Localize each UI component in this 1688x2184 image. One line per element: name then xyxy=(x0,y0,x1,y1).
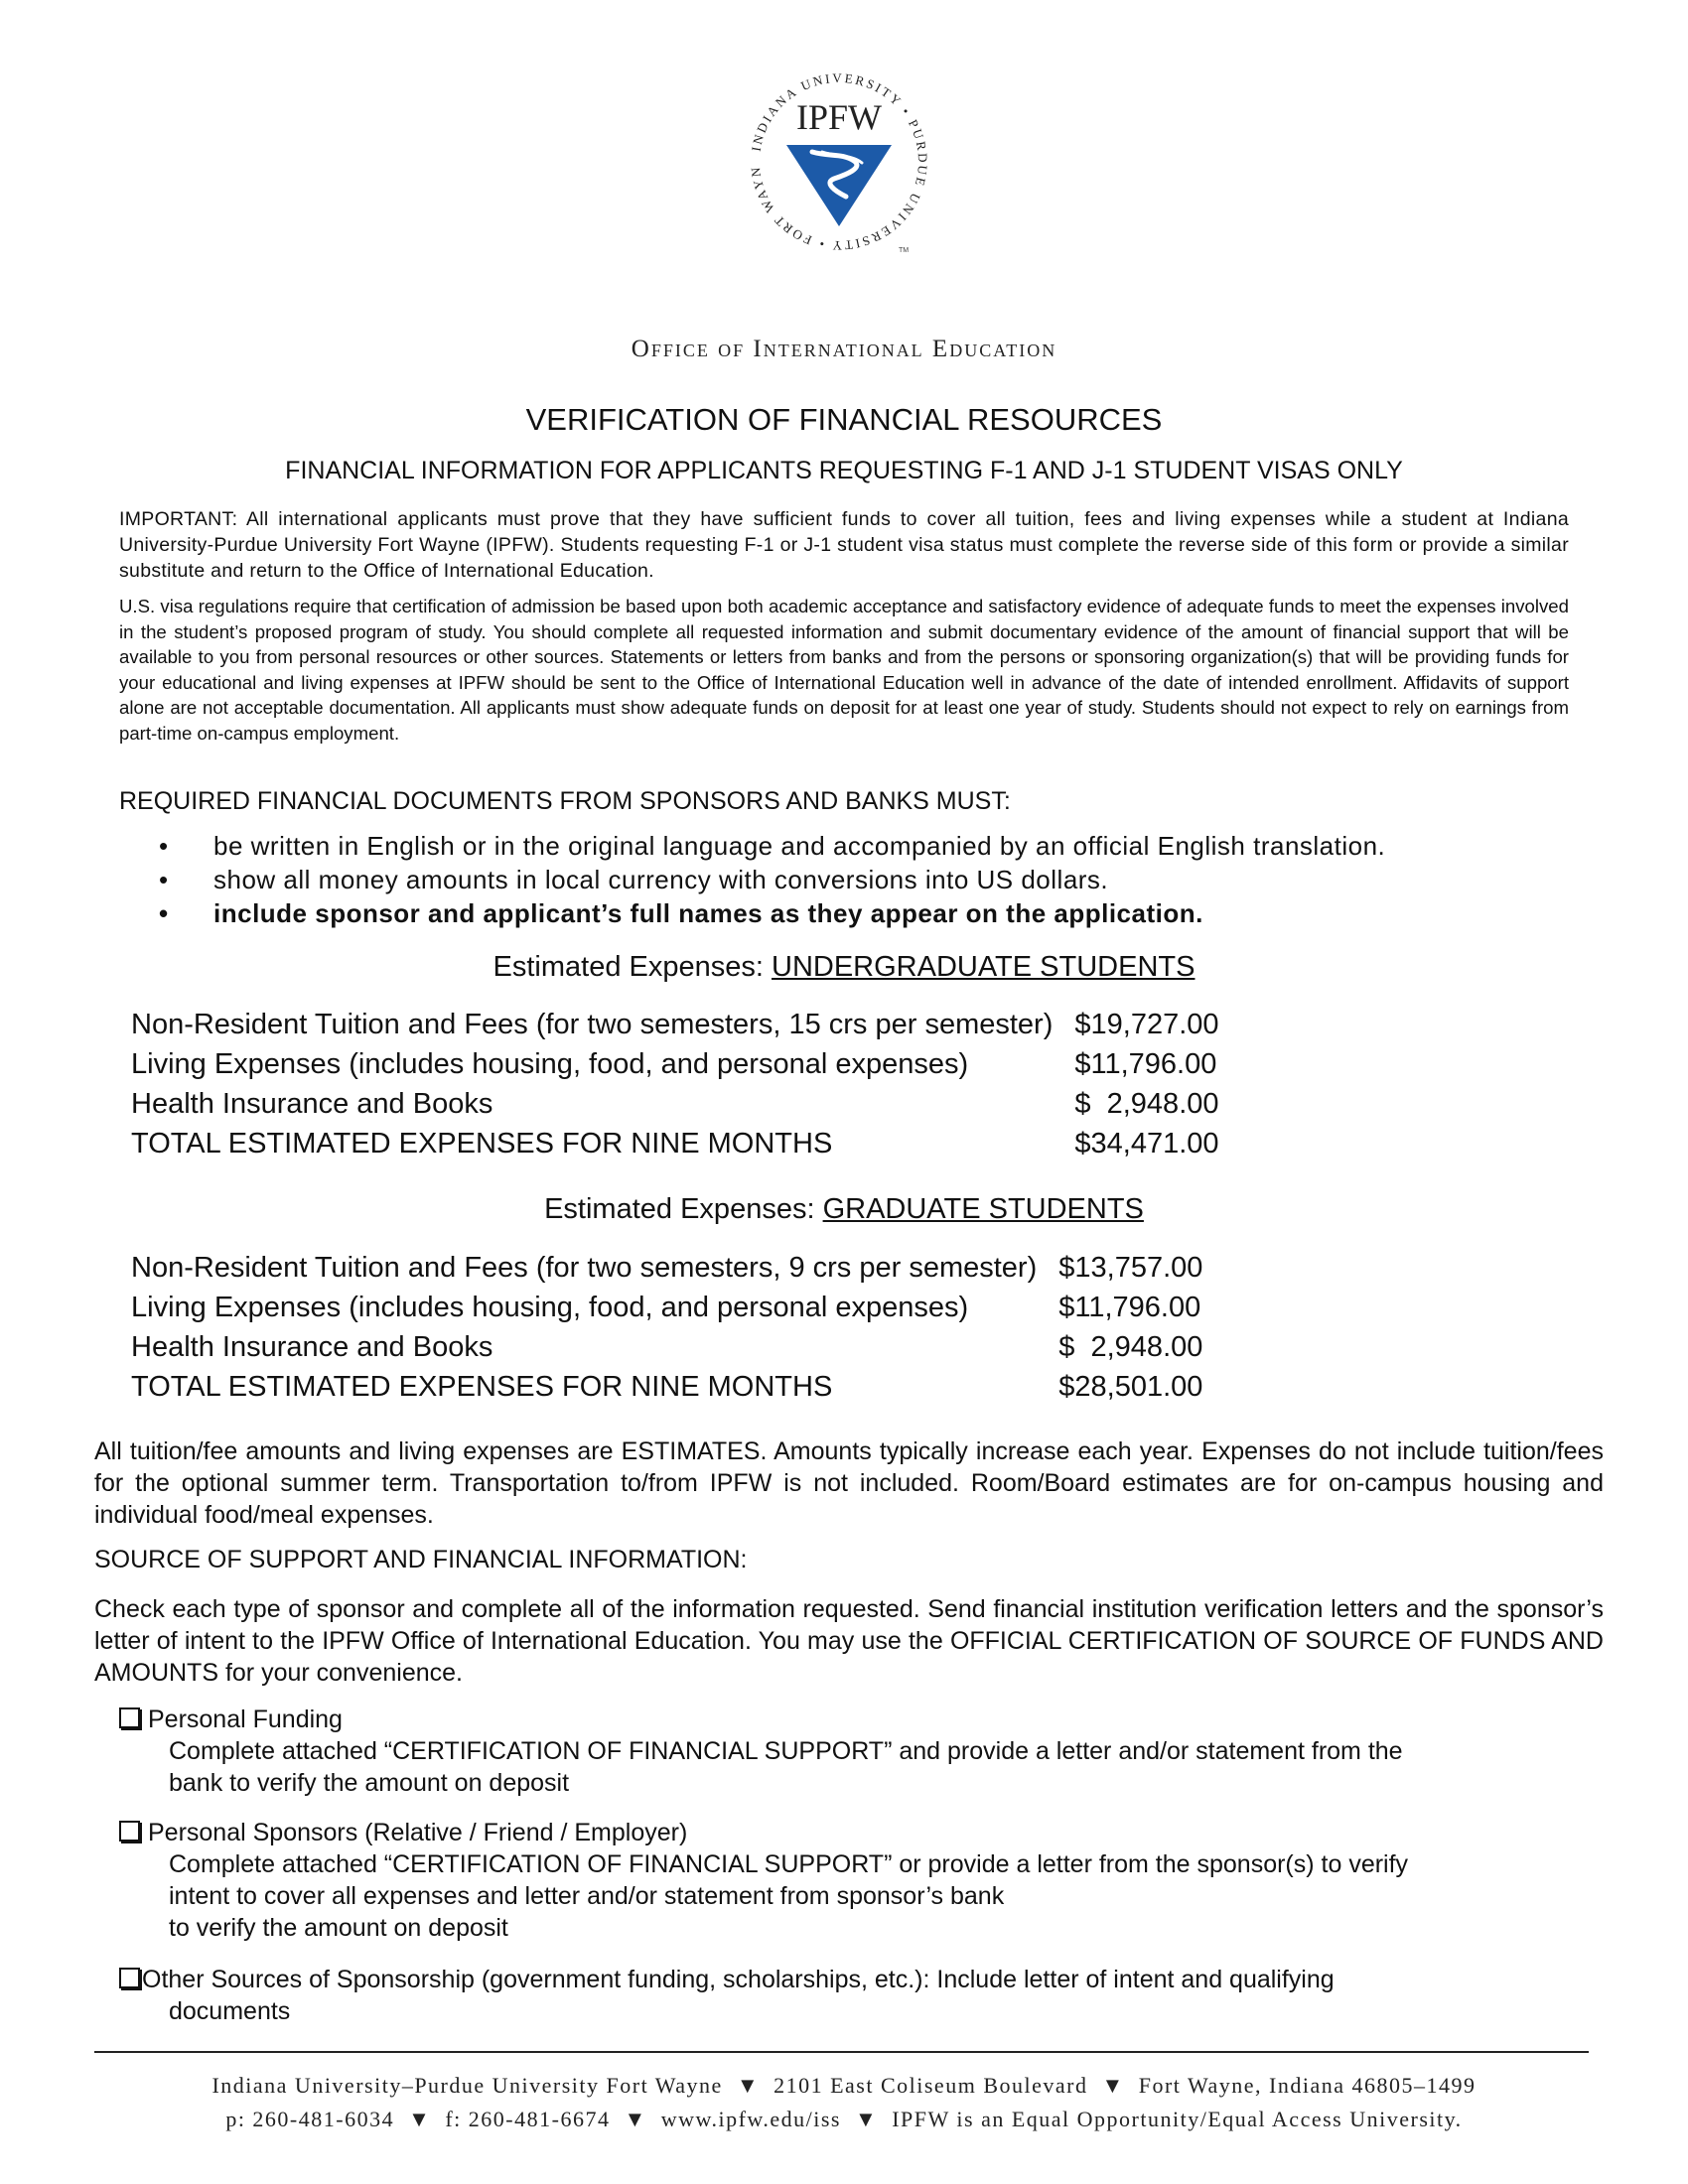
checkbox[interactable] xyxy=(119,1707,140,1728)
check-sponsor-paragraph: Check each type of sponsor and complete all of the information requested. Send financial institution verification letters and the sponsor’s letter of intent to the IPFW Office of International Education. You may use the OFFICIAL CERTIFICATION OF SOURCE OF FUNDS AND AMOUNTS for your convenience. xyxy=(94,1595,1604,1687)
table-row: Health Insurance and Books $ 2,948.00 xyxy=(131,1088,1219,1120)
option-other-sources-desc: documents xyxy=(169,1997,291,2025)
table-row: TOTAL ESTIMATED EXPENSES FOR NINE MONTHS $34,471.00 xyxy=(131,1128,1219,1160)
table-row: TOTAL ESTIMATED EXPENSES FOR NINE MONTHS $28,501.00 xyxy=(131,1371,1203,1403)
important-paragraph: IMPORTANT: All international applicants must prove that they have sufficient funds to cover all tuition, fees and living expenses while a student at Indiana University-Purdue University Fort Wayne (IPFW). Students requesting F-1 or J-1 student visa status must complete the reverse side of this form or provide a similar substitute and return to the Office of International Education. xyxy=(119,508,1569,582)
bullet-icon: • xyxy=(159,865,169,894)
bullet-icon: • xyxy=(159,831,169,861)
list-item: • show all money amounts in local currency with conversions into US dollars. xyxy=(159,865,1109,894)
required-documents-heading: REQUIRED FINANCIAL DOCUMENTS FROM SPONSORS AND BANKS MUST: xyxy=(119,787,1011,815)
page-subtitle: FINANCIAL INFORMATION FOR APPLICANTS REQUESTING F-1 AND J-1 STUDENT VISAS ONLY xyxy=(285,457,1403,484)
checkbox[interactable] xyxy=(119,1968,140,1988)
footer-address: Indiana University–Purdue University Fort Wayne ▼ 2101 East Coliseum Boulevard ▼ Fort Wayne, Indiana 46805–1499 xyxy=(211,2073,1477,2098)
seal-graphic xyxy=(735,58,943,266)
footer-divider xyxy=(94,2051,1589,2053)
required-documents-list xyxy=(159,829,1385,930)
undergrad-expenses-table xyxy=(131,1005,1219,1163)
table-row: Non-Resident Tuition and Fees (for two semesters, 9 crs per semester) $13,757.00 xyxy=(131,1252,1203,1284)
table-row: Non-Resident Tuition and Fees (for two semesters, 15 crs per semester) $19,727.00 xyxy=(131,1009,1219,1040)
bullet-icon: • xyxy=(159,898,169,928)
office-name: Office of International Education xyxy=(631,336,1057,362)
table-row: Living Expenses (includes housing, food, and personal expenses) $11,796.00 xyxy=(131,1292,1201,1323)
graduate-expenses-heading: Estimated Expenses: GRADUATE STUDENTS xyxy=(544,1193,1144,1225)
estimates-paragraph: All tuition/fee amounts and living expenses are ESTIMATES. Amounts typically increase each year. Expenses do not include tuition/fees for the optional summer term. Transportation to/from IPFW is not included. Room/Board estimates are for on-campus housing and individual food/meal expenses. xyxy=(94,1437,1604,1529)
undergrad-label: UNDERGRADUATE STUDENTS xyxy=(772,951,1196,983)
table-row: Living Expenses (includes housing, food, and personal expenses) $11,796.00 xyxy=(131,1048,1217,1080)
option-personal-funding-desc: Complete attached “CERTIFICATION OF FINANCIAL SUPPORT” and provide a letter and/or statement from the bank to verify the amount on deposit xyxy=(169,1737,1403,1797)
table-row: Health Insurance and Books $ 2,948.00 xyxy=(131,1331,1203,1363)
ipfw-seal-logo xyxy=(735,58,943,266)
seal-name: IPFW xyxy=(795,97,883,137)
list-item: • be written in English or in the original language and accompanied by an official English translation. xyxy=(159,831,1386,861)
option-personal-sponsors[interactable]: Personal Sponsors (Relative / Friend / Employer) xyxy=(119,1817,687,1848)
option-other-sources[interactable]: Other Sources of Sponsorship (government funding, scholarships, etc.): Include letter of intent and qualifying xyxy=(119,1964,1604,1995)
page-title: VERIFICATION OF FINANCIAL RESOURCES xyxy=(525,402,1163,437)
option-personal-funding[interactable]: Personal Funding xyxy=(119,1704,343,1735)
option-personal-sponsors-desc: Complete attached “CERTIFICATION OF FINANCIAL SUPPORT” or provide a letter from the sponsor(s) to verify intent to cover all expenses and letter and/or statement from sponsor’s bank to verify the amount on deposit xyxy=(169,1850,1409,1942)
undergrad-expenses-heading: Estimated Expenses: UNDERGRADUATE STUDENTS xyxy=(492,951,1196,983)
seal-ring-text: INDIANA UNIVERSITY • PURDUE UNIVERSITY • FORT WAYN xyxy=(747,69,931,254)
list-item: • include sponsor and applicant’s full names as they appear on the application. xyxy=(159,898,1203,928)
seal-tm: TM xyxy=(899,247,910,254)
graduate-expenses-table xyxy=(131,1248,1202,1407)
footer-contact: p: 260-481-6034 ▼ f: 260-481-6674 ▼ www.ipfw.edu/iss ▼ IPFW is an Equal Opportunity/Equal Access University. xyxy=(225,2107,1463,2131)
checkbox[interactable] xyxy=(119,1821,140,1842)
visa-regulations-paragraph: U.S. visa regulations require that certification of admission be based upon both academic acceptance and satisfactory evidence of adequate funds to meet the expenses involved in the student’s proposed program of study. You should complete all requested information and submit documentary evidence of the amount of financial support that will be available to you from personal resources or other sources. Statements or letters from banks and from the persons or sponsoring organization(s) that will be providing funds for your educational and living expenses at IPFW should be sent to the Office of International Education well in advance of the date of intended enrollment. Affidavits of support alone are not acceptable documentation. All applicants must show adequate funds on deposit for at least one year of study. Students should not expect to rely on earnings from part-time on-campus employment. xyxy=(119,596,1569,744)
graduate-label: GRADUATE STUDENTS xyxy=(822,1193,1144,1225)
source-of-support-heading: SOURCE OF SUPPORT AND FINANCIAL INFORMATION: xyxy=(94,1546,748,1573)
